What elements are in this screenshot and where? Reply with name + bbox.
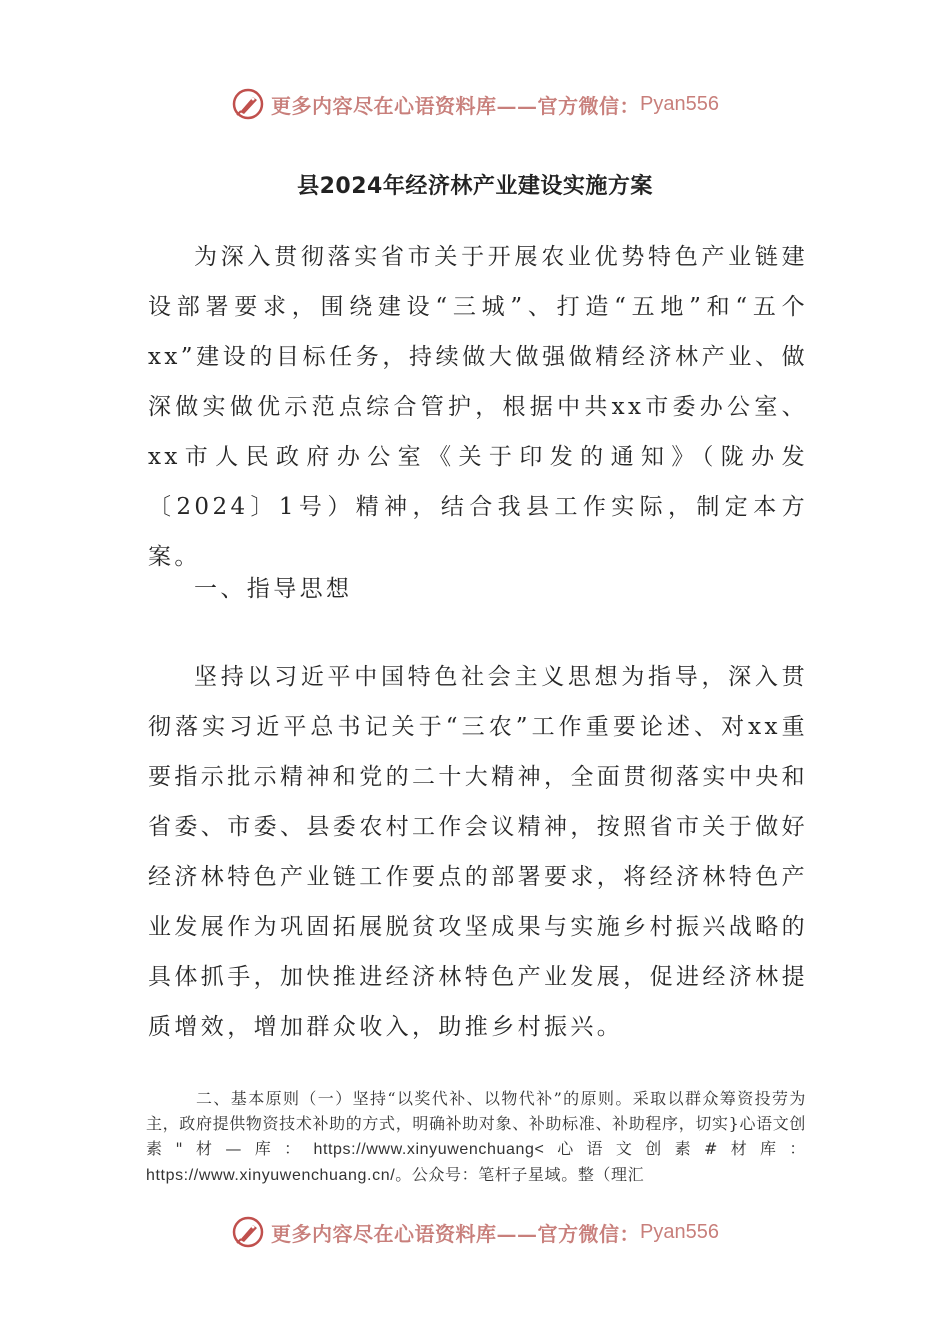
banner-wechat-id: Pyan556 [640,92,719,115]
pen-nib-logo-icon [231,1215,265,1249]
footer-banner [0,1212,950,1252]
header-banner [0,84,950,124]
footnote-part-a: 二、基本原则（一）坚持“以奖代补、以物代补”的原则。采取以群众筹资投劳为主，政府提供物资技术补助的方式，明确补助对象、补助标准、补助程序，切实}心语文创素"材—库： [146,1089,806,1158]
guiding-thought-paragraph: 坚持以习近平中国特色社会主义思想为指导，深入贯彻落实习近平总书记关于“三农”工作重要论述、对xx重要指示批示精神和党的二十大精神，全面贯彻落实中央和省委、市委、县委农村工作会议精神，按照省市关于做好经济林特色产业链工作要点的部署要求，将经济林特色产业发展作为巩固拓展脱贫攻坚成果与实施乡村振兴战略的具体抓手，加快推进经济林特色产业发展，促进经济林提质增效，增加群众收入，助推乡村振兴。 [148,664,808,1040]
banner-text: 更多内容尽在心语资料库——官方微信： [271,93,641,118]
banner-text: 更多内容尽在心语资料库——官方微信： [271,1221,641,1246]
banner-wechat-id: Pyan556 [640,1220,719,1243]
footnote-link-1[interactable]: https://www.xinyuwenchuang< [313,1141,545,1158]
document-title: 县2024年经济林产业建设实施方案 [297,173,653,199]
pen-nib-logo-icon [231,87,265,121]
footnote-link-2[interactable]: https://www.xinyuwenchuang.cn/ [146,1167,396,1184]
footnote-part-b: 心语文创素#材库： [544,1139,806,1158]
footnote-text [146,1086,806,1188]
section-heading-guiding-thought: 一、指导思想 [194,576,353,602]
intro-paragraph: 为深入贯彻落实省市关于开展农业优势特色产业链建设部署要求，围绕建设“三城”、打造“五地”和“五个xx”建设的目标任务，持续做大做强做精经济林产业、做深做实做优示范点综合管护，根据中共xx市委办公室、xx市人民政府办公室《关于印发的通知》（陇办发〔2024〕1号）精神，结合我县工作实际，制定本方案。 [148,244,808,570]
footnote-part-c: 。公众号：笔杆子星域。整（理汇 [395,1165,645,1184]
